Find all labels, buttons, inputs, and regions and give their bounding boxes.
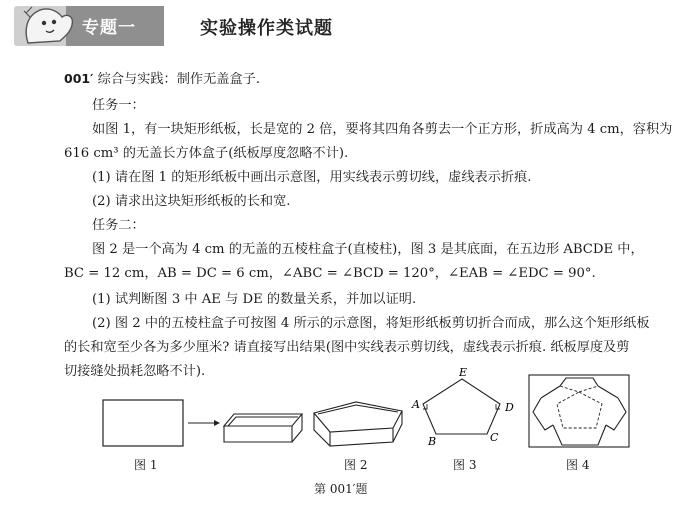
task2-text-line1: 图 2 是一个高为 4 cm 的无盖的五棱柱盒子(直棱柱)，图 3 是其底面，在五边形 ABCDE 中，	[92, 242, 644, 257]
banner-label: 专题一	[82, 18, 136, 38]
fig4-net	[529, 375, 629, 447]
task1-text-line1: 如图 1，有一块矩形纸板，长是宽的 2 倍，要将其四角各剪去一个正方形，折成高为 4 cm，容积为	[92, 122, 673, 137]
task1-question-2: (2) 请求出这块矩形纸板的长和宽.	[92, 194, 291, 209]
task1-text-line2: 616 cm³ 的无盖长方体盒子(纸板厚度忽略不计).	[64, 146, 349, 161]
fig3-caption: 图 3	[453, 458, 477, 472]
task2-question-1: (1) 试判断图 3 中 AE 与 DE 的数量关系，并加以证明.	[92, 292, 417, 307]
arrow-icon	[188, 420, 220, 426]
task2-label: 任务二：	[92, 218, 145, 233]
question-caption: 第 001′题	[314, 482, 368, 496]
task2-question-2-line3: 切接缝处损耗忽略不计).	[64, 364, 206, 379]
vertex-d-label: D	[505, 401, 514, 414]
fig3-pentagon	[423, 379, 500, 434]
fig2-pentagonal-box	[314, 402, 402, 446]
vertex-c-label: C	[490, 431, 499, 444]
question-intro: 综合与实践：制作无盖盒子.	[97, 72, 261, 87]
fig1-rectangle	[103, 400, 183, 446]
vertex-b-label: B	[428, 435, 437, 448]
task2-text-line2: BC = 12 cm，AB = DC = 6 cm，∠ABC = ∠BCD = 120°，∠EAB = ∠EDC = 90°.	[64, 266, 596, 281]
vertex-e-label: E	[459, 366, 468, 379]
page-title: 实验操作类试题	[200, 18, 333, 39]
open-box-figure	[224, 414, 302, 442]
task2-question-2-line1: (2) 图 2 中的五棱柱盒子可按图 4 所示的示意图，将矩形纸板剪切折合而成，那么这个矩形纸板	[92, 316, 650, 331]
task2-question-2-line2: 的长和宽至少各为多少厘米? 请直接写出结果(图中实线表示剪切线，虚线表示折痕. 纸板厚度及剪	[64, 340, 630, 355]
vertex-a-label: A	[412, 398, 420, 411]
task1-label: 任务一：	[92, 98, 145, 113]
fig4-caption: 图 4	[566, 458, 590, 472]
question-number: 001′	[64, 71, 94, 86]
fig2-caption: 图 2	[344, 458, 368, 472]
fig4-fold-lines	[557, 386, 602, 428]
task1-question-1: (1) 请在图 1 的矩形纸板中画出示意图，用实线表示剪切线，虚线表示折痕.	[92, 170, 532, 185]
fig1-caption: 图 1	[134, 458, 158, 472]
